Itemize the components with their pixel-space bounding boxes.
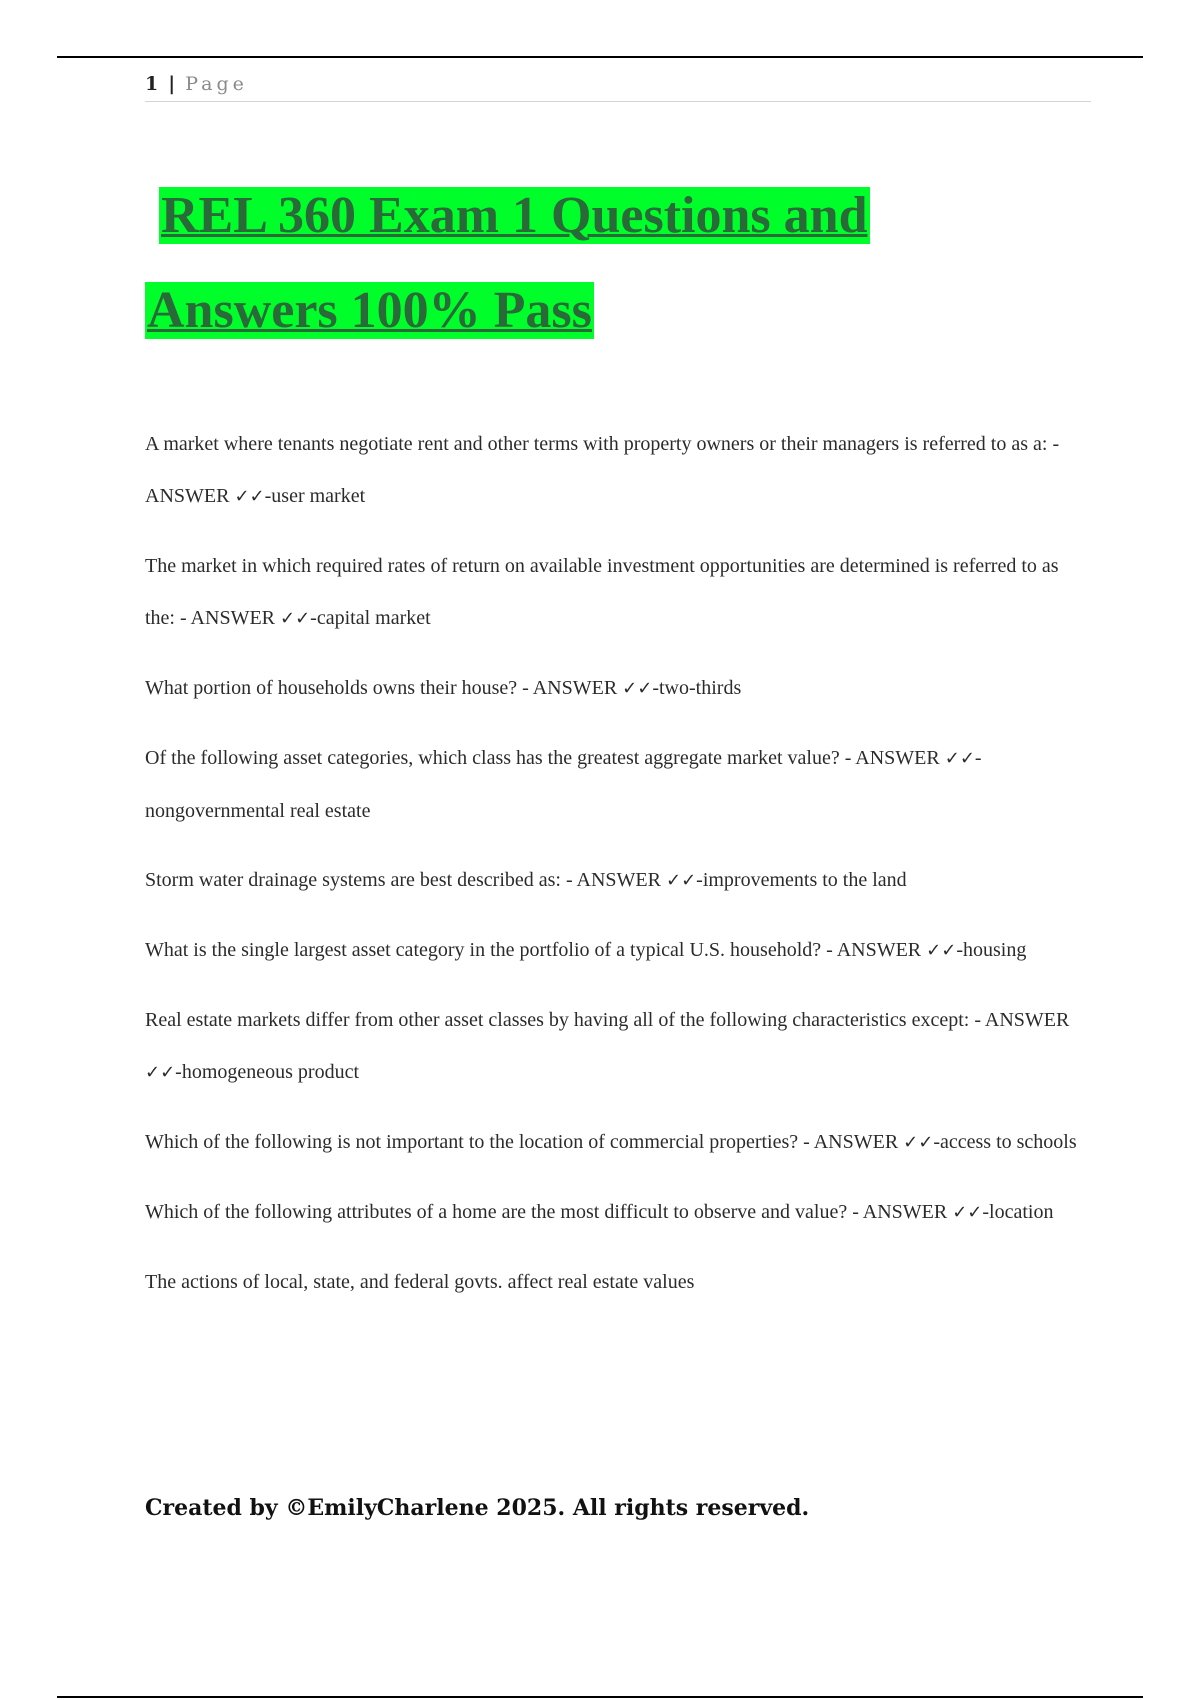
question-text: What is the single largest asset category in the portfolio of a typical U.S. household? (145, 939, 822, 961)
check-icon: ✓✓ (944, 748, 975, 769)
trailing-statement: The actions of local, state, and federal govts. affect real estate values (145, 1271, 695, 1293)
answer-prefix: - ANSWER (974, 1009, 1070, 1031)
check-icon: ✓✓ (926, 940, 957, 961)
answer-text: -access to schools (933, 1131, 1077, 1153)
check-icon: ✓✓ (952, 1202, 983, 1223)
qa-item (145, 994, 1085, 1099)
answer-text: -location (982, 1201, 1054, 1223)
page-separator: | (168, 73, 176, 95)
answer-prefix: - ANSWER (180, 607, 275, 629)
check-icon: ✓✓ (280, 608, 311, 629)
answer-prefix: - ANSWER (145, 433, 1060, 507)
page-label: Page (185, 73, 248, 95)
question-text: Which of the following attributes of a home are the most difficult to observe and value? (145, 1201, 848, 1223)
qa-item (145, 854, 1085, 907)
check-icon: ✓✓ (903, 1132, 934, 1153)
check-icon: ✓✓ (622, 678, 653, 699)
qa-item (145, 924, 1085, 977)
title-line-2 (145, 263, 1105, 358)
question-text: Real estate markets differ from other asset classes by having all of the following characteristics except: (145, 1009, 970, 1031)
check-icon: ✓✓ (145, 1062, 176, 1083)
question-text: Which of the following is not important to the location of commercial properties? (145, 1131, 799, 1153)
check-icon: ✓✓ (665, 870, 697, 891)
qa-item (145, 418, 1085, 523)
question-text: What portion of households owns their house? (145, 677, 518, 699)
answer-text: -improvements to the land (696, 869, 907, 891)
copyright-note: Created by ©EmilyCharlene 2025. All rights reserved. (145, 1495, 810, 1521)
question-text: The market in which required rates of return on available investment opportunities are determined is referred to as the: (145, 555, 1059, 629)
answer-prefix: - ANSWER (803, 1131, 899, 1153)
qa-item (145, 732, 1085, 837)
answer-prefix: - ANSWER (826, 939, 922, 961)
answer-text: -homogeneous product (175, 1061, 360, 1083)
page-number: 1 (145, 73, 159, 95)
answer-text: -user market (264, 485, 366, 507)
qa-list (145, 418, 1085, 1325)
qa-item (145, 1186, 1085, 1239)
answer-text: -capital market (310, 607, 431, 629)
title-line-1-text: REL 360 Exam 1 Questions and (161, 187, 868, 244)
page-top-rule (57, 56, 1143, 58)
document-title (145, 168, 1105, 358)
answer-prefix: - ANSWER (852, 1201, 948, 1223)
question-text: A market where tenants negotiate rent and other terms with property owners or their managers is referred to as a: (145, 433, 1048, 455)
answer-prefix: - ANSWER (522, 677, 618, 699)
answer-text: -housing (956, 939, 1027, 961)
question-text: Of the following asset categories, which class has the greatest aggregate market value? (145, 747, 840, 769)
title-line-1 (145, 168, 1105, 263)
answer-text: -nongovernmental real estate (145, 747, 982, 822)
qa-item (145, 540, 1085, 645)
qa-item (145, 662, 1085, 715)
answer-prefix: - ANSWER (565, 869, 661, 891)
question-text: Storm water drainage systems are best described as: (145, 869, 561, 891)
check-icon: ✓✓ (234, 486, 265, 507)
answer-text: -two-thirds (652, 677, 742, 699)
answer-prefix: - ANSWER (844, 747, 940, 769)
page-bottom-rule (57, 1696, 1143, 1698)
page-header (145, 72, 1091, 102)
title-line-2-text: Answers 100% Pass (147, 282, 592, 339)
qa-item (145, 1116, 1085, 1169)
